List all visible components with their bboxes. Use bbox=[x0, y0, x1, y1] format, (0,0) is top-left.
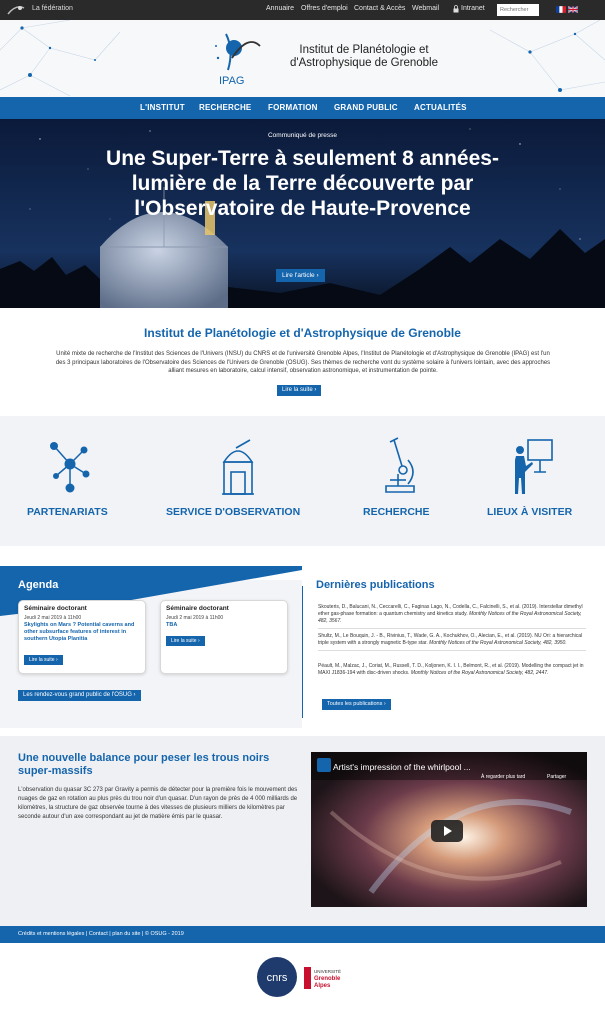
chevron-right-icon: › bbox=[55, 657, 58, 663]
video-title[interactable]: Artist's impression of the whirlpool ... bbox=[333, 762, 471, 772]
event-date: Jeudi 2 mai 2019 à 11h00 bbox=[166, 615, 224, 621]
nav-item-grand-public[interactable]: GRAND PUBLIC bbox=[334, 103, 398, 112]
flag-en-icon[interactable] bbox=[568, 6, 578, 13]
news-text: L'observation du quasar 3C 273 par Gravity a permis de détecter pour la première fois le mouvement des nuages de gaz en rotation au plus près du trou noir d'un quasar. D'un rayon de près de 4 000 milliards de kilomètres, la structure de gaz observée tourne à des vitesses de plusieurs milliers de kilomètres par seconde autour d'un axe correspondant au jet de matière émis par le quasar. bbox=[18, 787, 298, 820]
network-icon[interactable] bbox=[46, 436, 94, 500]
event-date: Jeudi 2 mai 2019 à 11h00 bbox=[24, 615, 82, 621]
cnrs-logo[interactable] bbox=[256, 956, 298, 998]
webmail-link[interactable]: Webmail bbox=[412, 5, 440, 12]
watch-later-button[interactable]: À regarder plus tard bbox=[481, 774, 526, 780]
main-nav bbox=[0, 97, 605, 119]
services-section bbox=[0, 416, 605, 546]
intro-text: Unité mixte de recherche de l'Institut des Sciences de l'Univers (INSU) du CNRS et de l'université Grenoble Alpes, l'Institut de Planétologie et d'Astrophysique de Grenoble (IPAG) est l'un des 3 principaux laboratoires de l'Observatoire des Sciences de l'Univers de Grenoble (OSUG). Ses thèmes de recherche vont du système solaire à l'univers lointain, avec des approches alliant mesures en laboratoire, calcul intensif, observation astronomique, et instrumentation de pointe. bbox=[55, 351, 551, 374]
service-observation[interactable]: SERVICE D'OBSERVATION bbox=[166, 506, 301, 518]
service-partenariats[interactable]: PARTENARIATS bbox=[27, 506, 108, 518]
svg-text:cnrs: cnrs bbox=[266, 972, 288, 984]
presenter-icon[interactable] bbox=[512, 436, 556, 500]
chevron-right-icon: › bbox=[197, 638, 200, 644]
news-title[interactable]: Une nouvelle balance pour peser les trous noirs super-massifs bbox=[18, 752, 270, 777]
section-divider bbox=[302, 586, 303, 718]
publication-item[interactable] bbox=[318, 633, 586, 651]
federation-link[interactable]: La fédération bbox=[32, 5, 73, 12]
jobs-link[interactable]: Offres d'emploi bbox=[301, 5, 348, 12]
site-header bbox=[0, 20, 605, 97]
svg-text:UNIVERSITÉ: UNIVERSITÉ bbox=[314, 969, 342, 974]
search-input[interactable] bbox=[497, 4, 539, 16]
microscope-icon[interactable] bbox=[380, 436, 420, 500]
event-title[interactable]: Skylights on Mars ? Potential caverns and other subsurface features of interest in southern Utopia Planitia bbox=[24, 622, 135, 642]
svg-text:Grenoble: Grenoble bbox=[314, 976, 341, 982]
publication-citation: Péault, M., Malzac, J., Coriat, M., Russell, T. D., Koljonen, K. I. I., Belmont, R., et al. (2019). Modelling the compact jet in MAXI J1836-194 with disc-driven shocks. bbox=[318, 663, 584, 676]
service-recherche[interactable]: RECHERCHE bbox=[363, 506, 430, 518]
play-icon[interactable] bbox=[431, 820, 463, 842]
event-title[interactable]: TBA bbox=[166, 622, 178, 628]
flag-fr-icon[interactable] bbox=[556, 6, 566, 13]
svg-text:IPAG: IPAG bbox=[219, 75, 245, 87]
event-type: Séminaire doctorant bbox=[24, 605, 87, 612]
publication-citation: Shultz, M., Le Bouquin, J. - B., Rivinius, T., Wade, G. A., Kochukhov, O., Alecian, E., et al. (2019). NU Ori: a hierarchical triple system with a strongly magnetic B-type star. bbox=[318, 633, 583, 646]
nav-item-recherche[interactable]: RECHERCHE bbox=[199, 103, 252, 112]
hero-read-article-button[interactable] bbox=[276, 269, 325, 282]
contact-link[interactable]: Contact & Accès bbox=[354, 5, 406, 12]
publications-title: Dernières publications bbox=[316, 579, 435, 591]
publication-item[interactable] bbox=[318, 663, 586, 680]
nav-item-actualites[interactable]: ACTUALITÉS bbox=[414, 103, 467, 112]
publication-item[interactable] bbox=[318, 604, 586, 629]
osug-public-events-button[interactable] bbox=[18, 690, 141, 701]
svg-text:Alpes: Alpes bbox=[314, 983, 331, 989]
directory-link[interactable]: Annuaire bbox=[266, 5, 295, 12]
agenda-event-card[interactable] bbox=[160, 600, 288, 674]
intro-read-more-button[interactable] bbox=[277, 385, 321, 396]
intro-title: Institut de Planétologie et d'Astrophysique de Grenoble bbox=[144, 326, 461, 340]
publication-journal: Monthly Notices of the Royal Astronomical Society, 482, 3950. bbox=[429, 640, 567, 646]
hero-kicker: Communiqué de presse bbox=[267, 132, 337, 139]
top-bar bbox=[0, 0, 605, 20]
uga-logo[interactable] bbox=[304, 965, 356, 991]
all-publications-button[interactable] bbox=[322, 699, 391, 710]
chevron-right-icon: › bbox=[314, 387, 317, 393]
hero-banner bbox=[0, 119, 605, 308]
chevron-right-icon: › bbox=[383, 701, 386, 707]
event-read-more-button[interactable] bbox=[24, 655, 63, 665]
hero-headline[interactable]: Une Super-Terre à seulement 8 années-lumière de la Terre découverte par l'Observatoire de Haute-Provence bbox=[106, 147, 499, 220]
lock-icon bbox=[453, 5, 459, 13]
event-cta-label: Lire la suite bbox=[29, 657, 55, 663]
event-cta-label: Lire la suite bbox=[171, 638, 197, 644]
publication-citation: Skouteris, D., Balucani, N., Ceccarelli, C., Faginas Lago, N., Codella, C., Falcinelli, S., et al. (2019). Interstellar dimethyl ether gas-phase formation: a quantum chemistry and kinetics study. bbox=[318, 604, 583, 617]
observatory-icon[interactable] bbox=[216, 436, 260, 500]
publication-journal: Monthly Notices of the Royal Astronomical Society, 482, 2447. bbox=[410, 670, 549, 676]
agenda-event-card[interactable] bbox=[18, 600, 146, 674]
publication-journal: Monthly Notices of the Royal Astronomical Society, 482, 3567. bbox=[318, 611, 582, 624]
federation-logo-icon[interactable] bbox=[6, 3, 26, 17]
footer-links[interactable]: Crédits et mentions légales | Contact | plan du site | © OSUG - 2019 bbox=[18, 931, 184, 937]
video-player[interactable] bbox=[311, 752, 587, 907]
agenda-title: Agenda bbox=[18, 579, 59, 591]
chevron-right-icon: › bbox=[133, 692, 136, 698]
chevron-right-icon: › bbox=[316, 272, 319, 279]
share-button[interactable]: Partager bbox=[547, 774, 567, 780]
event-type: Séminaire doctorant bbox=[166, 605, 229, 612]
agenda-cta-label: Les rendez-vous grand public de l'OSUG bbox=[23, 692, 132, 698]
publications-cta-label: Toutes les publications bbox=[327, 701, 383, 707]
nav-item-formation[interactable]: FORMATION bbox=[268, 103, 318, 112]
hero-cta-label: Lire l'article bbox=[282, 272, 315, 279]
channel-logo-icon[interactable] bbox=[317, 758, 331, 772]
intro-cta-label: Lire la suite bbox=[282, 387, 313, 393]
event-read-more-button[interactable] bbox=[166, 636, 205, 646]
ipag-logo[interactable] bbox=[208, 28, 266, 90]
nav-item-institut[interactable]: L'INSTITUT bbox=[140, 103, 185, 112]
ipag-logo-icon bbox=[208, 28, 266, 90]
site-footer bbox=[0, 926, 605, 943]
institute-name: Institut de Planétologie et d'Astrophysique de Grenoble bbox=[290, 44, 438, 69]
service-lieux-a-visiter[interactable]: LIEUX À VISITER bbox=[487, 506, 573, 518]
intranet-link[interactable]: Intranet bbox=[461, 5, 485, 12]
